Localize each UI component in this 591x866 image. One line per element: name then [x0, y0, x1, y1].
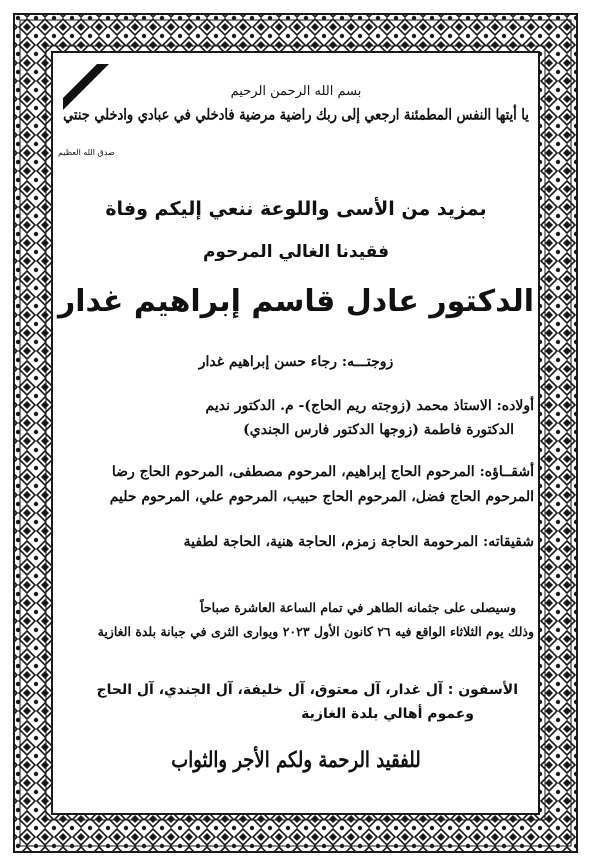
basmala: بسم الله الرحمن الرحيم: [230, 84, 362, 99]
closing-phrase: للفقيد الرحمة ولكم الأجر والثواب: [171, 747, 421, 774]
deceased-name: الدكتور عادل قاسم إبراهيم غدار: [58, 284, 534, 319]
funeral-date-line: وذلك يوم الثلاثاء الواقع فيه ٢٦ كانون الأول ٢٠٢٣ ويوارى الثرى في جبانة بلدة الغازية: [97, 624, 534, 639]
announcement-headline: بمزيد من الأسى واللوعة ننعي إليكم وفاة: [105, 198, 487, 220]
quran-verse: يا أيتها النفس المطمئنة ارجعي إلى ربك راضية مرضية فادخلي في عبادي وادخلي جنتي: [63, 106, 529, 125]
funeral-prayer-line: وسيصلى على جثمانه الطاهر في تمام الساعة العاشرة صباحاً: [200, 600, 516, 615]
obituary-content: [58, 62, 534, 807]
brothers-line-1: أشقــاؤه: المرحوم الحاج إبراهيم، المرحوم مصطفى، المرحوم الحاج رضا: [111, 464, 534, 480]
children-line-2: الدكتورة فاطمة (زوجها الدكتور فارس الجندي): [243, 422, 514, 438]
mourners-line-1: الأسفون : آل غدار، آل معتوق، آل خليفة، آل الجندي، آل الحاج: [96, 682, 518, 698]
announcement-subline: فقيدنا الغالي المرحوم: [202, 242, 390, 262]
verse-source: صدق الله العظيم: [58, 148, 115, 157]
wife-line: زوجتـــه: رجاء حسن إبراهيم غدار: [198, 354, 394, 370]
sisters-line: شقيقاته: المرحومة الحاجة زمزم، الحاجة هنية، الحاجة لطفية: [183, 534, 534, 550]
children-line-1: أولاده: الاستاذ محمد (زوجته ريم الحاج)- م. الدكتور نديم: [205, 398, 534, 414]
mourners-line-2: وعموم أهالي بلدة الغازية: [301, 706, 474, 722]
brothers-line-2: المرحوم الحاج فضل، المرحوم الحاج حبيب، المرحوم علي، المرحوم حليم: [109, 489, 534, 505]
